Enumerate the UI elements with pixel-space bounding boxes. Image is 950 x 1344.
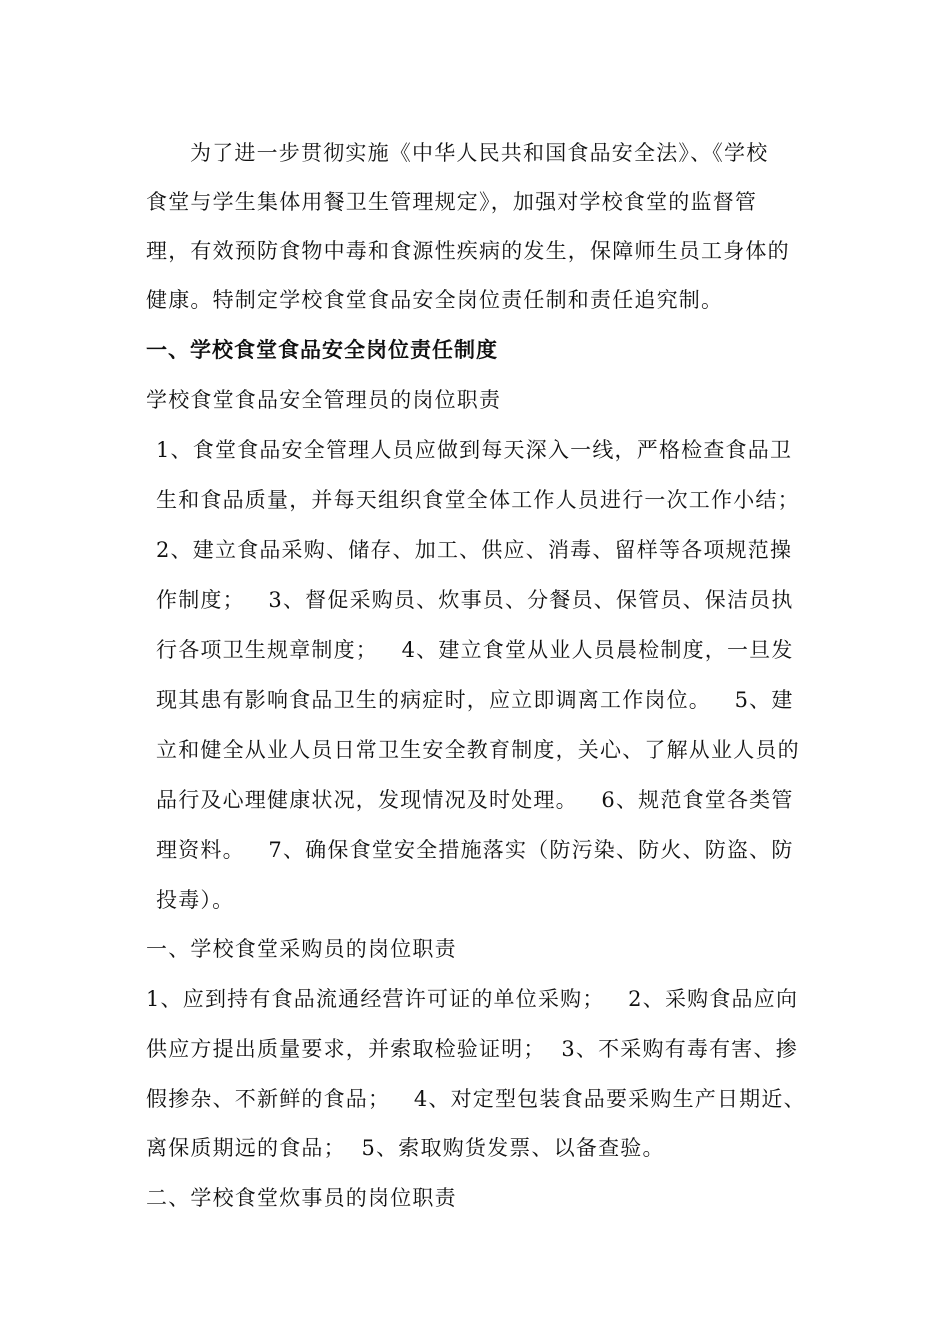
manager-duty-line-4: 作制度； 3、督促采购员、炊事员、分餐员、保管员、保洁员执	[156, 588, 794, 612]
manager-duty-line-3: 2、建立食品采购、储存、加工、供应、消毒、留样等各项规范操	[156, 538, 793, 562]
cook-duties-title: 二、学校食堂炊事员的岗位职责	[146, 1186, 457, 1210]
purchaser-duty-line-3: 假掺杂、不新鲜的食品； 4、对定型包装食品要采购生产日期近、	[146, 1087, 806, 1111]
purchaser-duties-title: 一、学校食堂采购员的岗位职责	[146, 937, 457, 961]
intro-line-4: 健康。特制定学校食堂食品安全岗位责任制和责任追究制。	[146, 288, 724, 312]
intro-line-2: 食堂与学生集体用餐卫生管理规定》，加强对学校食堂的监督管	[146, 190, 758, 214]
manager-duty-line-9: 理资料。 7、确保食堂安全措施落实（防污染、防火、防盗、防	[156, 838, 794, 862]
purchaser-duty-line-1: 1、应到持有食品流通经营许可证的单位采购； 2、采购食品应向	[146, 987, 799, 1011]
manager-duty-line-10: 投毒）。	[156, 888, 235, 912]
section-heading: 一、学校食堂食品安全岗位责任制度	[146, 338, 498, 362]
manager-duty-line-7: 立和健全从业人员日常卫生安全教育制度，关心、了解从业人员的	[156, 738, 800, 762]
manager-duty-line-1: 1、食堂食品安全管理人员应做到每天深入一线，严格检查食品卫	[156, 438, 793, 462]
manager-duty-line-2: 生和食品质量，并每天组织食堂全体工作人员进行一次工作小结；	[156, 488, 800, 512]
intro-line-1: 为了进一步贯彻实施《中华人民共和国食品安全法》、《学校	[190, 141, 769, 165]
purchaser-duty-line-2: 供应方提出质量要求，并索取检验证明； 3、不采购有毒有害、掺	[146, 1037, 798, 1061]
manager-duties-title: 学校食堂食品安全管理员的岗位职责	[146, 388, 502, 412]
purchaser-duty-line-4: 离保质期远的食品； 5、索取购货发票、以备查验。	[146, 1136, 665, 1160]
manager-duty-line-5: 行各项卫生规章制度； 4、建立食堂从业人员晨检制度，一旦发	[156, 638, 794, 662]
manager-duty-line-8: 品行及心理健康状况，发现情况及时处理。 6、规范食堂各类管	[156, 788, 794, 812]
manager-duty-line-6: 现其患有影响食品卫生的病症时，应立即调离工作岗位。 5、建	[156, 688, 794, 712]
intro-line-3: 理，有效预防食物中毒和食源性疾病的发生，保障师生员工身体的	[146, 239, 790, 263]
